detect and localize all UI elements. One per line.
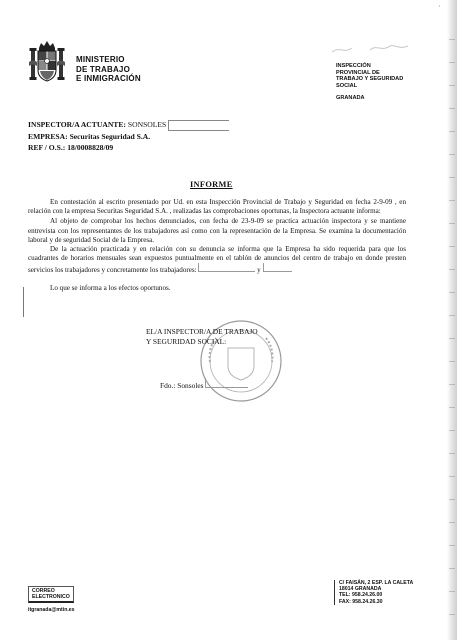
inspector-value: SONSOLES xyxy=(127,120,167,129)
inspection-line-3: TRABAJO Y SEGURIDAD xyxy=(336,76,404,83)
inspection-city: GRANADA xyxy=(336,95,365,102)
redaction-blank-1 xyxy=(198,263,255,272)
header-fields xyxy=(28,119,328,153)
signed-by-name: Fdo.: Sonsoles xyxy=(160,381,204,390)
document-title: INFORME xyxy=(190,180,233,189)
ministry-line-2: DE TRABAJO xyxy=(76,64,131,74)
ref-row xyxy=(28,142,328,153)
redaction-blank-3 xyxy=(205,378,248,388)
paragraph-2: Al objeto de comprobar los hechos denunciados, con fecha de 23-9-09 se practica actuación inspectora y se mantiene entrevista con los representantes de los trabajadores así como con la representación de la Empresa. Se examina la documentación laboral y de seguridad Social de la Empresa. xyxy=(28,217,406,244)
redaction-box xyxy=(168,120,229,131)
signature-line-1: EL/A INSPECTOR/A DE TRABAJO xyxy=(146,327,258,336)
signature-line-2: Y SEGURIDAD SOCIAL: xyxy=(146,337,227,346)
signed-by xyxy=(160,378,248,391)
coat-of-arms-logo xyxy=(28,40,66,84)
signature-block xyxy=(146,327,258,347)
correo-box xyxy=(28,586,74,603)
address-line-2: 18014 GRANADA xyxy=(339,586,382,593)
empresa-label: EMPRESA: xyxy=(28,131,68,141)
scan-edge-mark: · xyxy=(438,1,441,11)
inspector-label: INSPECTOR/A ACTUANTE: xyxy=(28,120,126,129)
ministry-line-1: MINISTERIO xyxy=(76,55,125,64)
handwritten-scribble xyxy=(330,40,420,56)
paragraph-1: En contestación al escrito presentado por Ud. en esta Inspección Provincial de Trabajo y Seguridad en fecha 2-9-09 , en relación con la empresa Securitas Seguridad S.A. , realizadas las comprobaciones oportunas, la Inspectora actuante informa: xyxy=(28,198,406,216)
paragraph-3-text: De la actuación practicada y en relación con su denuncia se informa que la Empresa ha sido requerida para que los cuadrantes de horarios mensuales sean expuestos puntualmente en el tablón de anuncios del centro de trabajo en donde presten servicios los trabajadores y concretamente los trabajadores: xyxy=(28,245,406,275)
inspection-line-2: PROVINCIAL DE xyxy=(336,69,380,76)
ministry-name xyxy=(76,55,141,84)
footer-address xyxy=(334,580,413,605)
address-line-4: FAX: 958.24.26.30 xyxy=(339,598,383,605)
correo-label: CORREO xyxy=(32,588,55,594)
ref-label: REF / O.S.: xyxy=(28,142,66,152)
footer-email-block xyxy=(28,586,75,614)
inspector-row xyxy=(28,119,328,131)
electronico-label: ELECTRONICO xyxy=(32,594,70,601)
paragraph-4: Lo que se informa a los efectos oportunos. xyxy=(50,283,171,292)
paragraph-3-and: y xyxy=(257,266,261,275)
address-line-1: C/ FAISÁN, 2 ESP. LA CALETA xyxy=(339,580,414,586)
document-body xyxy=(28,198,406,293)
footer-email: itgranada@mtin.es xyxy=(28,607,75,614)
inspection-line-4: SOCIAL xyxy=(336,82,358,89)
address-line-3: TEL: 958.24.26.00 xyxy=(339,592,383,599)
margin-bracket xyxy=(23,287,24,317)
scan-edge-texture xyxy=(449,30,455,630)
empresa-value: Securitas Seguridad S.A. xyxy=(69,131,151,141)
empresa-row xyxy=(28,131,328,142)
ministry-line-3: E INMIGRACIÓN xyxy=(76,74,141,83)
redaction-blank-2 xyxy=(263,263,292,272)
ref-value: 18/0008828/09 xyxy=(67,142,114,152)
inspection-header xyxy=(336,63,403,102)
inspection-line-1: INSPECCIÓN xyxy=(336,63,371,69)
paragraph-3 xyxy=(28,245,406,276)
